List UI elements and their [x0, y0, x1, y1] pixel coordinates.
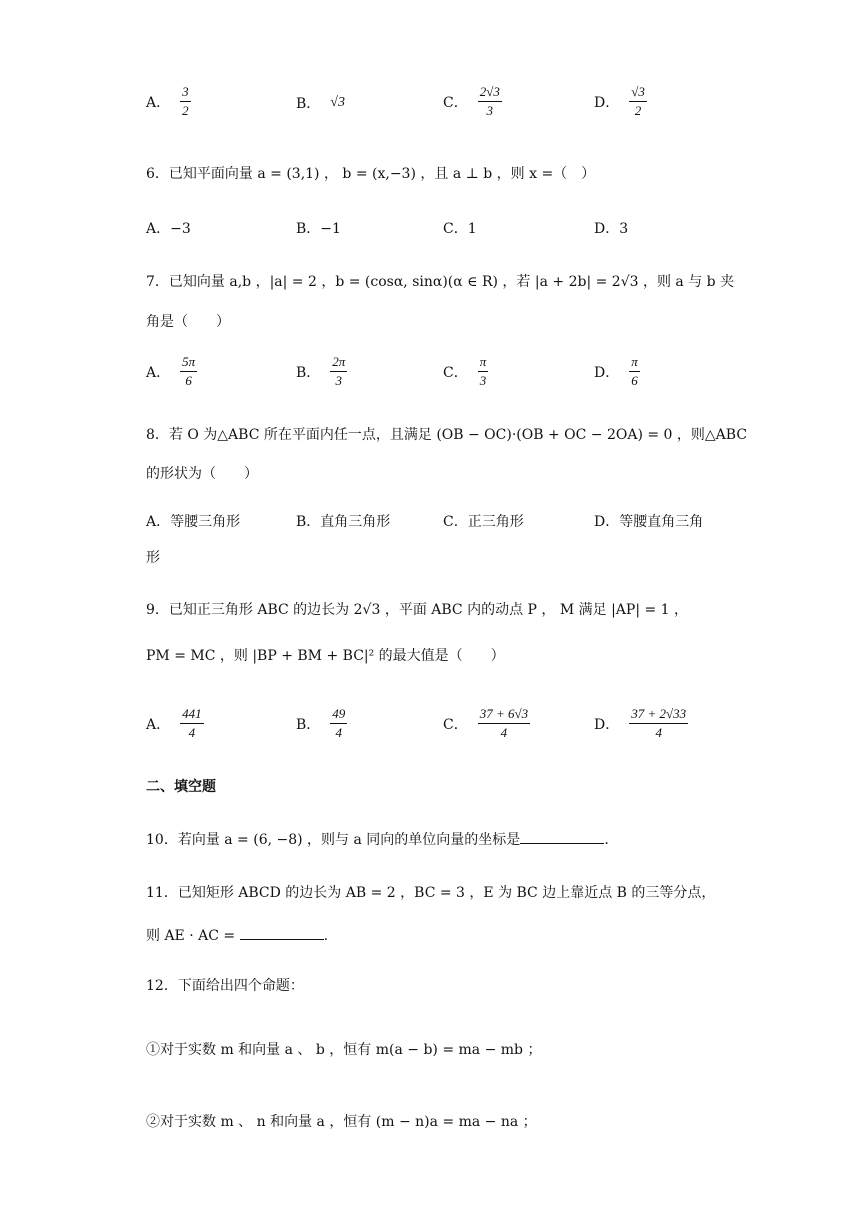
section-heading: 二、填空题 — [146, 779, 216, 795]
fraction-bar — [629, 723, 688, 724]
q11-stem-line1: 11．已知矩形 ABCD 的边长为 AB = 2 ，BC = 3 ，E 为 BC 边上靠近点 B 的三等分点， — [146, 885, 716, 901]
q7-option-b — [296, 354, 347, 389]
fraction-bar — [478, 723, 530, 724]
q7-option-a — [146, 354, 197, 389]
numerator: π — [631, 354, 638, 369]
option-label: C． — [443, 364, 468, 381]
option-label: A． — [146, 716, 171, 733]
q5-option-c — [443, 84, 502, 119]
denominator: 3 — [335, 373, 343, 388]
fraction — [478, 354, 489, 389]
fraction — [629, 706, 688, 741]
answer-blank — [520, 829, 604, 844]
denominator: 4 — [188, 725, 196, 740]
fraction-bar — [629, 371, 640, 372]
q10-end: . — [604, 832, 609, 848]
fraction-bar — [478, 371, 489, 372]
fraction — [629, 354, 640, 389]
q5-option-d — [594, 84, 647, 119]
option-label: B． — [296, 364, 321, 381]
denominator: 3 — [486, 103, 494, 118]
q5-option-b — [296, 93, 345, 113]
option-label: A． — [146, 94, 171, 111]
numerator: 37 + 6√3 — [479, 706, 529, 721]
fraction-bar — [478, 101, 502, 102]
numerator: 2π — [332, 354, 346, 369]
q6-option-c: C．1 — [443, 221, 477, 237]
numerator: 37 + 2√33 — [631, 706, 687, 721]
fraction-bar — [180, 723, 204, 724]
option-value: √3 — [330, 95, 345, 110]
denominator: 4 — [335, 725, 343, 740]
q10-stem: 10．若向量 a = (6, −8) ，则与 a 同向的单位向量的坐标是 — [146, 832, 521, 848]
numerator: 441 — [182, 706, 202, 721]
q5-option-a — [146, 84, 191, 119]
q7-stem-line2: 角是（ ） — [146, 314, 230, 330]
denominator: 3 — [479, 373, 487, 388]
q8-option-b: B．直角三角形 — [296, 514, 391, 530]
q9-option-c — [443, 706, 530, 741]
q6-stem: 6．已知平面向量 a = (3,1) ， b = (x,−3) ，且 a ⊥ b ，则 x =（ ） — [146, 166, 596, 182]
q11-line2 — [146, 925, 328, 946]
q7-option-c — [443, 354, 488, 389]
q6-option-b: B．−1 — [296, 221, 341, 237]
fraction-bar — [180, 101, 191, 102]
q8-stem-line2: 的形状为（ ） — [146, 466, 258, 482]
fraction — [180, 706, 204, 741]
numerator: 3 — [182, 84, 189, 99]
numerator: π — [479, 354, 487, 369]
q9-option-d — [594, 706, 688, 741]
q9-stem-line1: 9．已知正三角形 ABC 的边长为 2√3 ，平面 ABC 内的动点 P ， M 满足 |AP| = 1 ， — [146, 602, 689, 618]
denominator: 2 — [634, 103, 642, 118]
option-label: B． — [296, 96, 321, 112]
option-label: D． — [594, 364, 620, 381]
denominator: 6 — [631, 373, 638, 388]
q9-stem-line2: PM = MC ，则 |BP + BM + BC|² 的最大值是（ ） — [146, 648, 505, 664]
q12-stem: 12．下面给出四个命题： — [146, 978, 304, 994]
q8-option-c: C．正三角形 — [443, 514, 524, 530]
fraction-bar — [180, 371, 197, 372]
denominator: 4 — [500, 725, 508, 740]
option-label: B． — [296, 716, 321, 733]
fraction — [330, 354, 347, 389]
q6-option-a: A．−3 — [146, 221, 191, 237]
fraction — [180, 354, 197, 389]
numerator: √3 — [631, 84, 645, 99]
denominator: 4 — [655, 725, 662, 740]
q12-item-1: ①对于实数 m 和向量 a 、 b ，恒有 m(a − b) = ma − mb ； — [146, 1042, 542, 1058]
fraction — [478, 706, 530, 741]
q7-option-d — [594, 354, 640, 389]
fraction — [629, 84, 647, 119]
fraction-bar — [330, 723, 347, 724]
q6-option-d: D．3 — [594, 221, 629, 237]
numerator: 2√3 — [479, 84, 500, 99]
q12-item-2: ②对于实数 m 、 n 和向量 a ，恒有 (m − n)a = ma − na ； — [146, 1114, 537, 1130]
q11-stem-line2: 则 AE · AC = — [146, 928, 236, 944]
numerator: 5π — [182, 354, 196, 369]
q8-stem-line1: 8．若 O 为△ABC 所在平面内任一点，且满足 (OB − OC)·(OB + OC − 2OA) = 0 ，则△ABC — [146, 427, 748, 443]
fraction — [478, 84, 502, 119]
q7-stem-line1: 7．已知向量 a,b ，|a| = 2 ，b = (cosα, sinα)(α ∈ R) ，若 |a + 2b| = 2√3 ，则 a 与 b 夹 — [146, 274, 735, 290]
q8-option-d-wrap: 形 — [146, 550, 160, 566]
answer-blank — [240, 925, 324, 940]
fraction-bar — [629, 101, 647, 102]
denominator: 2 — [182, 103, 189, 118]
fraction — [180, 84, 191, 119]
denominator: 6 — [185, 373, 192, 388]
numerator: 49 — [332, 706, 346, 721]
option-label: A． — [146, 364, 171, 381]
option-label: C． — [443, 716, 468, 733]
fraction — [330, 706, 347, 741]
option-label: D． — [594, 94, 620, 111]
q10 — [146, 829, 609, 850]
q8-option-d: D．等腰直角三角 — [594, 514, 704, 530]
q9-option-b — [296, 706, 347, 741]
q11-end: . — [323, 928, 329, 944]
q8-option-a: A．等腰三角形 — [146, 514, 241, 530]
option-label: D． — [594, 716, 620, 733]
fraction-bar — [330, 371, 347, 372]
q9-option-a — [146, 706, 204, 741]
option-label: C． — [443, 94, 468, 111]
